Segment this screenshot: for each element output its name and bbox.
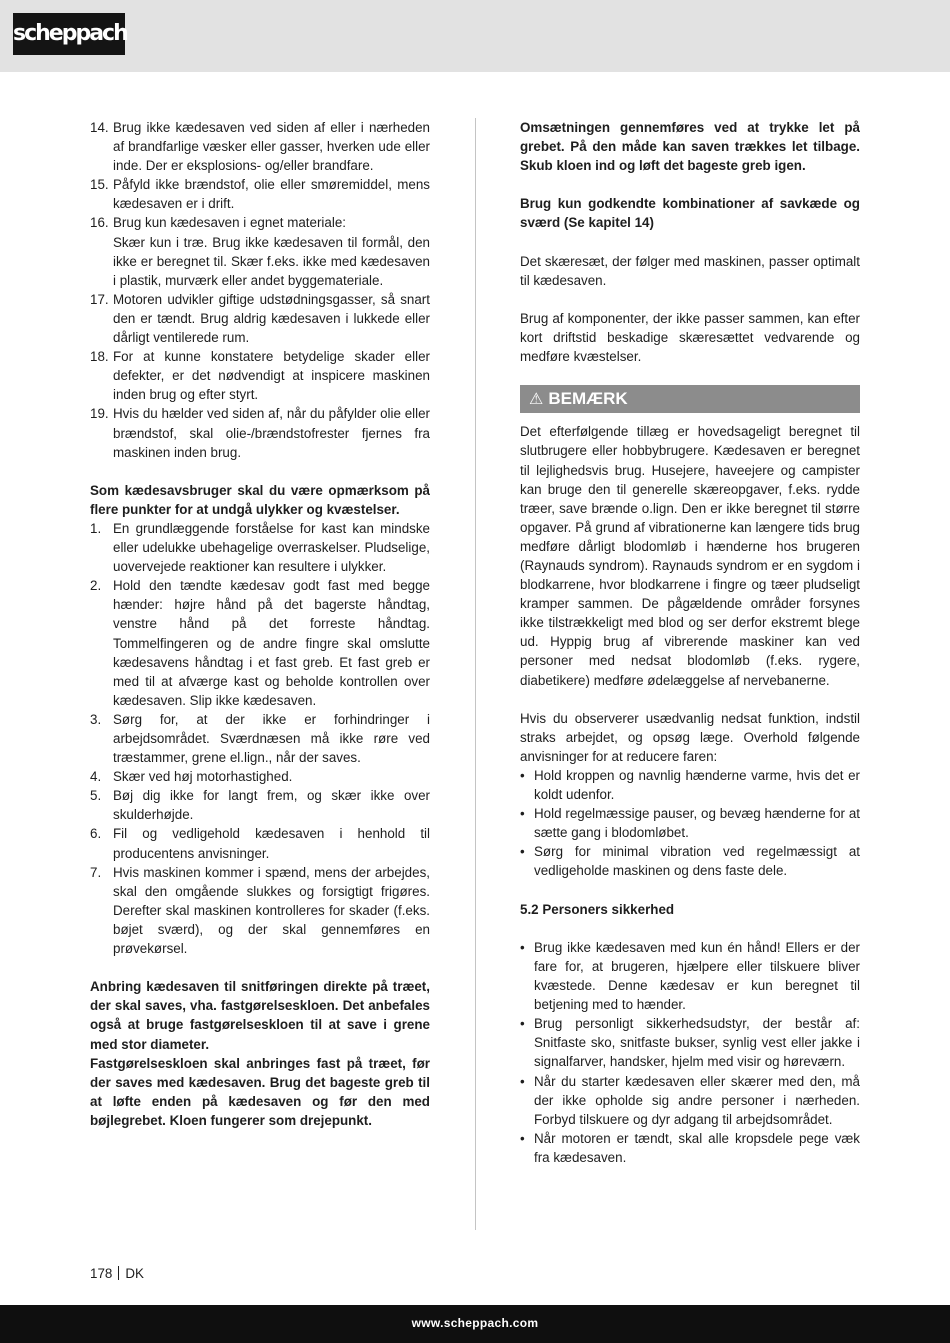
footer-band — [0, 1305, 950, 1343]
list-item: 5. Bøj dig ikke for langt frem, og skær ikke over skulderhøjde. — [90, 788, 430, 823]
list-item: • Brug ikke kædesaven med kun én hånd! Ellers er der fare for, at brugeren, hjælpere eller tilskuere bliver kvæstede. Denne kædesav er kun beregnet til betjening med to hænder. — [520, 939, 860, 1013]
list-item: 17. Motoren udvikler giftige udstødningsgasser, så snart den er tændt. Brug aldrig kædesaven i lukkede eller dårligt ventilerede rum. — [90, 291, 430, 346]
list-item: 2. Hold den tændte kædesav godt fast med begge hænder: højre hånd på det bagerste håndtag, venstre hånd på det forreste håndtag. Tommelfingeren og de andre fingre skal omslutte kædesavens håndtag i et fast greb. Et fast greb er med til at afværge kast og beholde kontrollen over kædesaven. Slip ikke kædesaven. — [90, 578, 430, 708]
bold-paragraph: Omsætningen gennemføres ved at trykke let på grebet. På den måde kan saven trækkes let tilbage. Skub kloen ind og løft det bageste greb igen. — [520, 120, 860, 174]
bold-paragraph: Fastgørelseskloen skal anbringes fast på træet, før der saves med kædesaven. Brug det bageste greb til at løfte enden på kædesaven og før den med bøjlegrebet. Kloen fungerer som drejepunkt. — [90, 1055, 430, 1128]
bullet-list — [520, 766, 860, 881]
list-item: 15. Påfyld ikke brændstof, olie eller smøremiddel, mens kædesaven er i drift. — [90, 177, 430, 212]
list-item: • Hold regelmæssige pauser, og bevæg hænderne for at sætte gang i blodomløbet. — [520, 806, 860, 841]
list-item: • Brug personligt sikkerhedsudstyr, der består af: Snitfaste sko, snitfaste bukser, synlig vest eller jakke i signalfarver, handsker, hjelm med visir og høreværn. — [520, 1016, 860, 1070]
list-item: 16. Brug kun kædesaven i egnet materiale: Skær kun i træ. Brug ikke kædesaven til formål, den ikke er beregnet til. Skær f.eks. ikke med kædesaven i plastik, murværk eller andet byggemateriale. — [90, 215, 430, 288]
section-heading: Som kædesavsbruger skal du være opmærksom på flere punkter for at undgå ulykker og kvæstelser. — [90, 482, 430, 517]
bold-paragraph: Anbring kædesaven til snitføringen direkte på træet, der skal saves, vha. fastgørelseskloen. Det anbefales også at bruge fastgørelseskloen til at save i grene med stor diameter. — [90, 979, 430, 1052]
warning-triangle-icon: ⚠ — [529, 391, 544, 409]
list-item: 6. Fil og vedligehold kædesaven i henhold til producentens anvisninger. — [90, 826, 430, 861]
list-item: • Når motoren er tændt, skal alle kropsdele pege væk fra kædesaven. — [520, 1130, 860, 1165]
list-item: 19. Hvis du hælder ved siden af, når du påfylder olie eller brændstof, skal olie-/brændstofrester fjernes fra maskinen inden brug. — [90, 406, 430, 460]
bullet-list — [520, 938, 860, 1167]
paragraph: Hvis du observerer usædvanlig nedsat funktion, indstil straks arbejdet, og opsøg læge. Overhold følgende anvisninger for at reducere faren: — [520, 710, 860, 764]
list-item: • Når du starter kædesaven eller skærer med den, må der ikke opholde sig andre personer i nærheden. Forbyd tilskuere og dyr adgang til arbejdsområdet. — [520, 1073, 860, 1127]
safety-list-1-7 — [90, 519, 430, 958]
section-heading: 5.2 Personers sikkerhed — [520, 901, 675, 917]
paragraph: Det skæresæt, der følger med maskinen, passer optimalt til kædesaven. — [520, 253, 860, 288]
language-code: DK — [125, 1266, 144, 1281]
list-item: 3. Sørg for, at der ikke er forhindringer i arbejdsområdet. Sværdnæsen må ikke røre ved træstammer, grene el.lign., når der saves. — [90, 711, 430, 766]
paragraph: Brug af komponenter, der ikke passer sammen, kan efter kort driftstid beskadige skæresættet vedvarende og medføre kvæstelser. — [520, 310, 860, 365]
list-item: • Sørg for minimal vibration ved regelmæssigt at vedligeholde maskinen og dens faste dele. — [520, 844, 860, 879]
bold-paragraph: Brug kun godkendte kombinationer af savkæde og sværd (Se kapitel 14) — [520, 196, 860, 231]
header-band — [0, 0, 950, 72]
notice-text: Det efterfølgende tillæg er hovedsageligt beregnet til slutbrugere eller hobbybrugere. Kædesaven er beregnet til lejlighedsvis brug. Husejere, haveejere og campister kan bruge den til generelle skæreopgaver, f.eks. rydde træer, save brænde o.lign. Den er ikke beregnet til større opgaver. På grund af vibrationerne kan længere tids brug medføre dårligt blodomløb i hænderne hos brugeren (Raynauds syndrom). Raynauds syndrom er en sygdom i blodkarrene, hvor blodkarrene i fingre og tæer pludseligt kramper sammen. De pågældende områder forsynes ikke tilstrækkeligt med blod og ser derfor ekstremt blege ud. Hyppig brug af vibrerende maskiner kan ved personer med nedsat blodomløb (f.eks. rygere, diabetikere) medføre ødelæggelse af nervebanerne. — [520, 424, 860, 688]
notice-banner — [520, 385, 860, 413]
list-item: 14. Brug ikke kædesaven ved siden af eller i nærheden af brandfarlige væsker eller gasser, hverken ude eller inde. Der er eksplosions- og/eller brandfare. — [90, 120, 430, 174]
right-column — [520, 118, 860, 1167]
safety-list-14-19 — [90, 118, 430, 462]
notice-title: BEMÆRK — [548, 389, 628, 409]
list-item: 7. Hvis maskinen kommer i spænd, mens der arbejdes, skal den omgående slukkes og forsigtigt frigøres. Derefter skal maskinen kontrolleres for skader (f.eks. bøjet sværd), og der skal gennemføres en prøvekørsel. — [90, 864, 430, 957]
website-link[interactable]: www.scheppach.com — [411, 1316, 539, 1330]
list-item: 18. For at kunne konstatere betydelige skader eller defekter, er det nødvendigt at inspicere maskinen inden brug og efter styrt. — [90, 349, 430, 403]
list-item: • Hold kroppen og navnlig hænderne varme, hvis det er koldt udenfor. — [520, 768, 860, 803]
left-column — [90, 118, 430, 1130]
page-number: 178 — [90, 1266, 113, 1281]
page-footer-label — [90, 1265, 144, 1282]
list-item: 1. En grundlæggende forståelse for kast kan mindske eller udelukke ubehagelige overraskelser. Pludselige, uovervejede reaktioner kan resultere i ulykker. — [90, 520, 430, 575]
scheppach-logo: scheppach — [13, 13, 125, 55]
column-divider — [475, 118, 476, 1230]
list-item: 4. Skær ved høj motorhastighed. — [90, 769, 293, 785]
